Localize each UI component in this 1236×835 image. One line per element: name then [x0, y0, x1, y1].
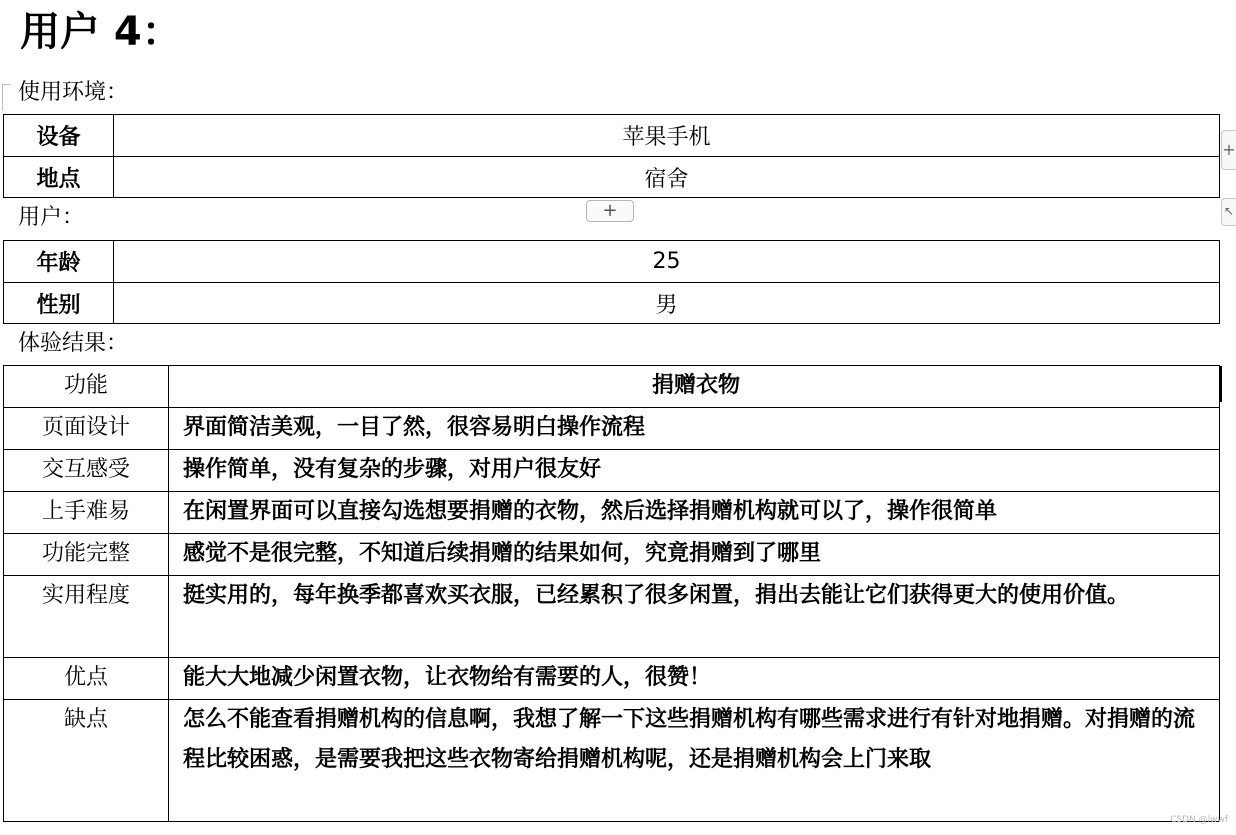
page-design-value-cell[interactable]: 界面简洁美观，一目了然，很容易明白操作流程 — [169, 408, 1220, 450]
table-resize-handle[interactable]: ↖ — [1221, 198, 1236, 226]
table-row — [4, 534, 1220, 576]
ease-of-use-key-cell: 上手难易 — [4, 492, 169, 534]
table-row — [4, 157, 1220, 198]
completeness-key-cell: 功能完整 — [4, 534, 169, 576]
user-table — [3, 240, 1220, 324]
table-row — [4, 576, 1220, 658]
age-key-cell: 年龄 — [4, 241, 114, 283]
page-design-key-cell: 页面设计 — [4, 408, 169, 450]
completeness-value-cell[interactable]: 感觉不是很完整，不知道后续捐赠的结果如何，究竟捐赠到了哪里 — [169, 534, 1220, 576]
table-row — [4, 658, 1220, 700]
feature-header-cell: 功能 — [4, 366, 169, 408]
cons-key-cell: 缺点 — [4, 700, 169, 822]
results-table — [3, 365, 1220, 822]
device-key-cell: 设备 — [4, 115, 114, 157]
environment-table — [3, 114, 1220, 198]
interaction-value-cell[interactable]: 操作简单，没有复杂的步骤，对用户很友好 — [169, 450, 1220, 492]
page-title: 用户 4： — [20, 9, 182, 55]
table-header-row — [4, 366, 1220, 408]
table-row — [4, 241, 1220, 283]
gender-key-cell: 性别 — [4, 283, 114, 324]
interaction-key-cell: 交互感受 — [4, 450, 169, 492]
location-value-cell[interactable]: 宿舍 — [114, 157, 1220, 198]
table-row — [4, 408, 1220, 450]
watermark: CSDN @lwwf — [1170, 815, 1228, 825]
location-key-cell: 地点 — [4, 157, 114, 198]
user-section-label: 用户： — [18, 205, 85, 230]
gender-value-cell[interactable]: 男 — [114, 283, 1220, 324]
table-row — [4, 283, 1220, 324]
text-cursor — [1219, 366, 1222, 402]
table-row — [4, 450, 1220, 492]
practicality-value-cell[interactable]: 挺实用的，每年换季都喜欢买衣服，已经累积了很多闲置，捐出去能让它们获得更大的使用价值。 — [169, 576, 1220, 658]
table-row — [4, 700, 1220, 822]
donate-clothes-header-cell[interactable]: 捐赠衣物 — [169, 366, 1220, 408]
add-column-button[interactable]: + — [1221, 130, 1236, 170]
practicality-key-cell: 实用程度 — [4, 576, 169, 658]
table-row — [4, 115, 1220, 157]
pros-key-cell: 优点 — [4, 658, 169, 700]
cons-value-cell[interactable]: 怎么不能查看捐赠机构的信息啊，我想了解一下这些捐赠机构有哪些需求进行有针对地捐赠。对捐赠的流程比较困惑，是需要我把这些衣物寄给捐赠机构呢，还是捐赠机构会上门来取 — [169, 700, 1220, 822]
device-value-cell[interactable]: 苹果手机 — [114, 115, 1220, 157]
table-row — [4, 492, 1220, 534]
environment-section-label: 使用环境： — [18, 80, 129, 105]
results-section-label: 体验结果： — [18, 331, 129, 356]
ease-of-use-value-cell[interactable]: 在闲置界面可以直接勾选想要捐赠的衣物，然后选择捐赠机构就可以了，操作很简单 — [169, 492, 1220, 534]
paragraph-corner-mark — [2, 84, 11, 111]
pros-value-cell[interactable]: 能大大地减少闲置衣物，让衣物给有需要的人，很赞！ — [169, 658, 1220, 700]
add-row-button[interactable]: + — [586, 200, 634, 222]
age-value-cell[interactable]: 25 — [114, 241, 1220, 283]
